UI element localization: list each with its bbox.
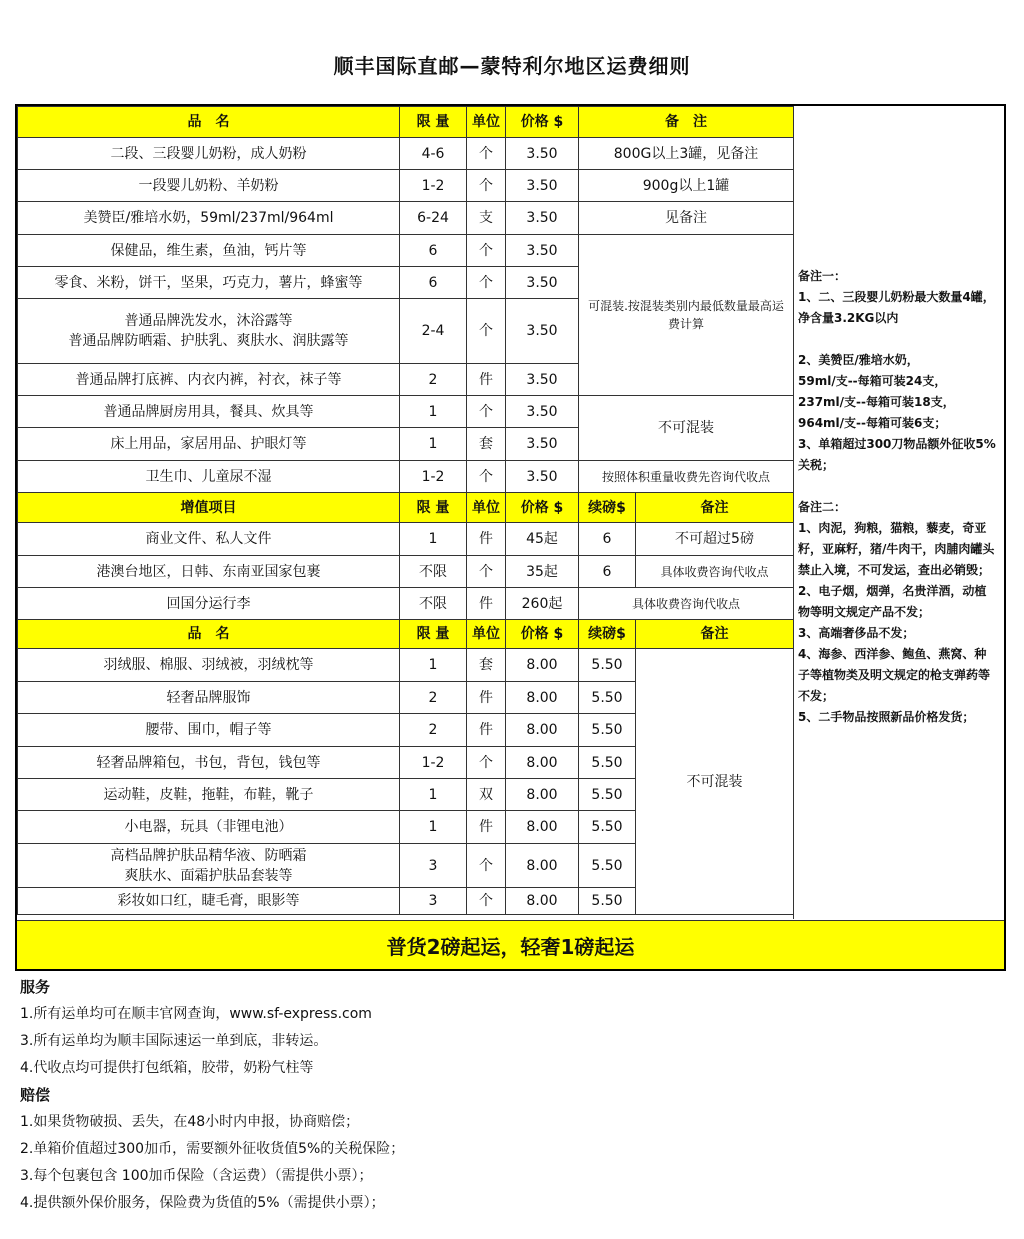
item-name: 床上用品，家居用品、护眼灯等 <box>18 428 400 461</box>
item-cont-price: 5.50 <box>579 888 636 915</box>
item-limit: 6 <box>400 267 467 299</box>
item-name: 一段婴儿奶粉、羊奶粉 <box>18 170 400 202</box>
item-limit: 1 <box>400 649 467 682</box>
item-limit: 1-2 <box>400 461 467 493</box>
mixed-packing-note: 可混装.按混装类别内最低数量最高运费计算 <box>579 235 794 396</box>
remarks-2-item: 2、电子烟，烟弹，名贵洋酒，动植物等明文规定产品不发； <box>798 584 987 619</box>
col-cont-header: 续磅$ <box>579 620 636 649</box>
compensation-item: 3.每个包裹包含 100加币保险（含运费）（需提供小票）； <box>20 1168 373 1184</box>
item-price: 8.00 <box>506 888 579 915</box>
item-price: 3.50 <box>506 170 579 202</box>
col-price-header: 价格 $ <box>506 620 579 649</box>
item-name: 二段、三段婴儿奶粉，成人奶粉 <box>18 138 400 170</box>
item-note: 按照体积重量收费先咨询代收点 <box>579 461 794 493</box>
item-limit: 6 <box>400 235 467 267</box>
item-unit: 件 <box>467 364 506 396</box>
item-limit: 3 <box>400 888 467 915</box>
remarks-2-item: 5、二手物品按照新品价格发货； <box>798 710 975 724</box>
item-cont-price: 5.50 <box>579 747 636 779</box>
item-price: 3.50 <box>506 428 579 461</box>
col-note-header: 备 注 <box>579 107 794 138</box>
item-price: 3.50 <box>506 138 579 170</box>
item-unit: 支 <box>467 202 506 235</box>
item-price: 3.50 <box>506 364 579 396</box>
item-limit: 6-24 <box>400 202 467 235</box>
item-unit: 个 <box>467 396 506 428</box>
table-row <box>18 523 794 556</box>
service-item: 1.所有运单均可在顺丰官网查询，www.sf-express.com <box>20 1006 372 1022</box>
item-name: 卫生巾、儿童尿不湿 <box>18 461 400 493</box>
item-limit: 2 <box>400 682 467 714</box>
table-row <box>18 461 794 493</box>
section3-header <box>18 620 794 649</box>
item-cont-price: 5.50 <box>579 682 636 714</box>
item-price: 8.00 <box>506 714 579 747</box>
service-item: 3.所有运单均为顺丰国际速运一单到底，非转运。 <box>20 1033 328 1049</box>
item-note: 900g以上1罐 <box>579 170 794 202</box>
item-limit: 1 <box>400 779 467 811</box>
remarks-2-item: 4、海参、西洋参、鲍鱼、燕窝、种子等植物类及明文规定的枪支弹药等不发； <box>798 647 991 703</box>
table-row <box>18 396 794 428</box>
item-note: 具体收费咨询代收点 <box>636 556 794 588</box>
no-mix-note: 不可混装 <box>579 396 794 461</box>
item-cont-price: 5.50 <box>579 844 636 888</box>
remarks-panel <box>793 106 1004 919</box>
compensation-item: 2.单箱价值超过300加币，需要额外征收货值5%的关税保险； <box>20 1141 405 1157</box>
col-limit-header: 限 量 <box>400 620 467 649</box>
item-cont-price: 6 <box>579 523 636 556</box>
item-unit: 件 <box>467 811 506 844</box>
item-limit: 1-2 <box>400 170 467 202</box>
item-price: 8.00 <box>506 649 579 682</box>
item-name-line: 爽肤水、面霜护肤品套装等 <box>124 867 293 884</box>
item-unit: 件 <box>467 588 506 620</box>
table-row <box>18 556 794 588</box>
col-name-header: 增值项目 <box>18 493 400 523</box>
item-name-line: 普通品牌洗发水，沐浴露等 <box>124 313 293 329</box>
item-name: 普通品牌打底裤、内衣内裤，衬衣，袜子等 <box>18 364 400 396</box>
item-limit: 1 <box>400 428 467 461</box>
item-cont-price: 5.50 <box>579 649 636 682</box>
col-limit-header: 限 量 <box>400 107 467 138</box>
item-name: 保健品，维生素，鱼油，钙片等 <box>18 235 400 267</box>
col-unit-header: 单位 <box>467 620 506 649</box>
item-price: 8.00 <box>506 844 579 888</box>
item-name: 港澳台地区，日韩、东南亚国家包裹 <box>18 556 400 588</box>
item-cont-price: 5.50 <box>579 811 636 844</box>
compensation-item: 1.如果货物破损、丢失，在48小时内申报，协商赔偿； <box>20 1114 360 1130</box>
remarks-1-item: 3、单箱超过300刀物品额外征收5%关税； <box>798 437 996 472</box>
item-name: 回国分运行李 <box>18 588 400 620</box>
item-name <box>18 299 400 364</box>
item-price: 3.50 <box>506 299 579 364</box>
item-limit: 1 <box>400 523 467 556</box>
col-note-header: 备注 <box>636 493 794 523</box>
col-name-header: 品 名 <box>18 107 400 138</box>
col-price-header: 价格 $ <box>506 493 579 523</box>
no-mix-note: 不可混装 <box>636 649 794 915</box>
col-unit-header: 单位 <box>467 107 506 138</box>
item-price: 8.00 <box>506 811 579 844</box>
table-row <box>18 170 794 202</box>
minimum-weight-banner: 普货2磅起运，轻奢1磅起运 <box>17 920 1004 969</box>
col-note-header: 备注 <box>636 620 794 649</box>
col-unit-header: 单位 <box>467 493 506 523</box>
item-unit: 个 <box>467 299 506 364</box>
section1-header <box>18 107 794 138</box>
page-title: 顺丰国际直邮—蒙特利尔地区运费细则 <box>333 54 691 78</box>
item-unit: 套 <box>467 649 506 682</box>
item-unit: 件 <box>467 523 506 556</box>
item-name: 轻奢品牌箱包，书包，背包，钱包等 <box>18 747 400 779</box>
item-limit: 2-4 <box>400 299 467 364</box>
remarks-2-item: 1、肉泥，狗粮，猫粮，藜麦，奇亚籽，亚麻籽，猪/牛肉干，肉脯肉罐头禁止入境，不可发运，查出必销毁； <box>798 521 995 577</box>
footer-info <box>20 974 1000 1217</box>
table-row <box>18 138 794 170</box>
item-price: 8.00 <box>506 682 579 714</box>
section2-header <box>18 493 794 523</box>
col-cont-header: 续磅$ <box>579 493 636 523</box>
item-limit: 4-6 <box>400 138 467 170</box>
item-price: 3.50 <box>506 235 579 267</box>
item-unit: 个 <box>467 747 506 779</box>
col-name-header: 品 名 <box>18 620 400 649</box>
col-price-header: 价格 $ <box>506 107 579 138</box>
item-unit: 件 <box>467 682 506 714</box>
item-price: 3.50 <box>506 267 579 299</box>
item-price: 8.00 <box>506 747 579 779</box>
item-name: 商业文件、私人文件 <box>18 523 400 556</box>
item-unit: 个 <box>467 844 506 888</box>
item-unit: 个 <box>467 235 506 267</box>
item-unit: 个 <box>467 267 506 299</box>
item-price: 35起 <box>506 556 579 588</box>
item-limit: 1 <box>400 396 467 428</box>
item-limit: 2 <box>400 364 467 396</box>
item-name: 彩妆如口红，睫毛膏，眼影等 <box>18 888 400 915</box>
remarks-1-item: 1、二、三段婴儿奶粉最大数量4罐，净含量3.2KG以内 <box>798 290 995 325</box>
item-cont-price: 5.50 <box>579 714 636 747</box>
compensation-heading: 赔偿 <box>20 1086 51 1104</box>
remarks-2-title: 备注二： <box>798 500 847 514</box>
item-unit: 双 <box>467 779 506 811</box>
item-unit: 个 <box>467 138 506 170</box>
item-note: 具体收费咨询代收点 <box>579 588 794 620</box>
item-note: 800G以上3罐，见备注 <box>579 138 794 170</box>
item-unit: 个 <box>467 888 506 915</box>
item-name: 羽绒服、棉服、羽绒被，羽绒枕等 <box>18 649 400 682</box>
item-name: 普通品牌厨房用具，餐具、炊具等 <box>18 396 400 428</box>
item-price: 3.50 <box>506 396 579 428</box>
item-name: 美赞臣/雅培水奶，59ml/237ml/964ml <box>18 202 400 235</box>
item-price: 3.50 <box>506 461 579 493</box>
item-cont-price: 6 <box>579 556 636 588</box>
item-note: 见备注 <box>579 202 794 235</box>
rate-table <box>17 106 794 915</box>
item-name <box>18 844 400 888</box>
remarks-1-item: 2、美赞臣/雅培水奶， 59ml/支--每箱可装24支， 237ml/支--每箱可装18支， 964ml/支--每箱可装6支； <box>798 353 955 430</box>
col-limit-header: 限 量 <box>400 493 467 523</box>
item-cont-price: 5.50 <box>579 779 636 811</box>
item-limit: 1-2 <box>400 747 467 779</box>
item-name: 轻奢品牌服饰 <box>18 682 400 714</box>
item-name: 腰带、围巾，帽子等 <box>18 714 400 747</box>
item-unit: 件 <box>467 714 506 747</box>
item-unit: 个 <box>467 556 506 588</box>
item-price: 45起 <box>506 523 579 556</box>
item-unit: 套 <box>467 428 506 461</box>
item-limit: 1 <box>400 811 467 844</box>
item-price: 3.50 <box>506 202 579 235</box>
item-name: 运动鞋，皮鞋，拖鞋，布鞋，靴子 <box>18 779 400 811</box>
item-name: 小电器，玩具（非锂电池） <box>18 811 400 844</box>
table-row <box>18 202 794 235</box>
table-row <box>18 588 794 620</box>
item-limit: 不限 <box>400 556 467 588</box>
item-price: 8.00 <box>506 779 579 811</box>
table-row <box>18 649 794 682</box>
item-name-line: 高档品牌护肤品精华液、防晒霜 <box>110 847 307 864</box>
item-name: 零食、米粉，饼干，坚果，巧克力，薯片，蜂蜜等 <box>18 267 400 299</box>
item-limit: 不限 <box>400 588 467 620</box>
item-unit: 个 <box>467 461 506 493</box>
item-limit: 3 <box>400 844 467 888</box>
service-heading: 服务 <box>20 978 51 996</box>
item-price: 260起 <box>506 588 579 620</box>
item-unit: 个 <box>467 170 506 202</box>
table-row <box>18 235 794 267</box>
service-item: 4.代收点均可提供打包纸箱，胶带，奶粉气柱等 <box>20 1060 314 1076</box>
item-limit: 2 <box>400 714 467 747</box>
item-note: 不可超过5磅 <box>636 523 794 556</box>
compensation-item: 4.提供额外保价服务，保险费为货值的5%（需提供小票）； <box>20 1195 385 1211</box>
remarks-2-item: 3、高端奢侈品不发； <box>798 626 915 640</box>
item-name-line: 普通品牌防晒霜、护肤乳、爽肤水、润肤露等 <box>68 333 349 349</box>
remarks-1-title: 备注一： <box>798 269 847 283</box>
